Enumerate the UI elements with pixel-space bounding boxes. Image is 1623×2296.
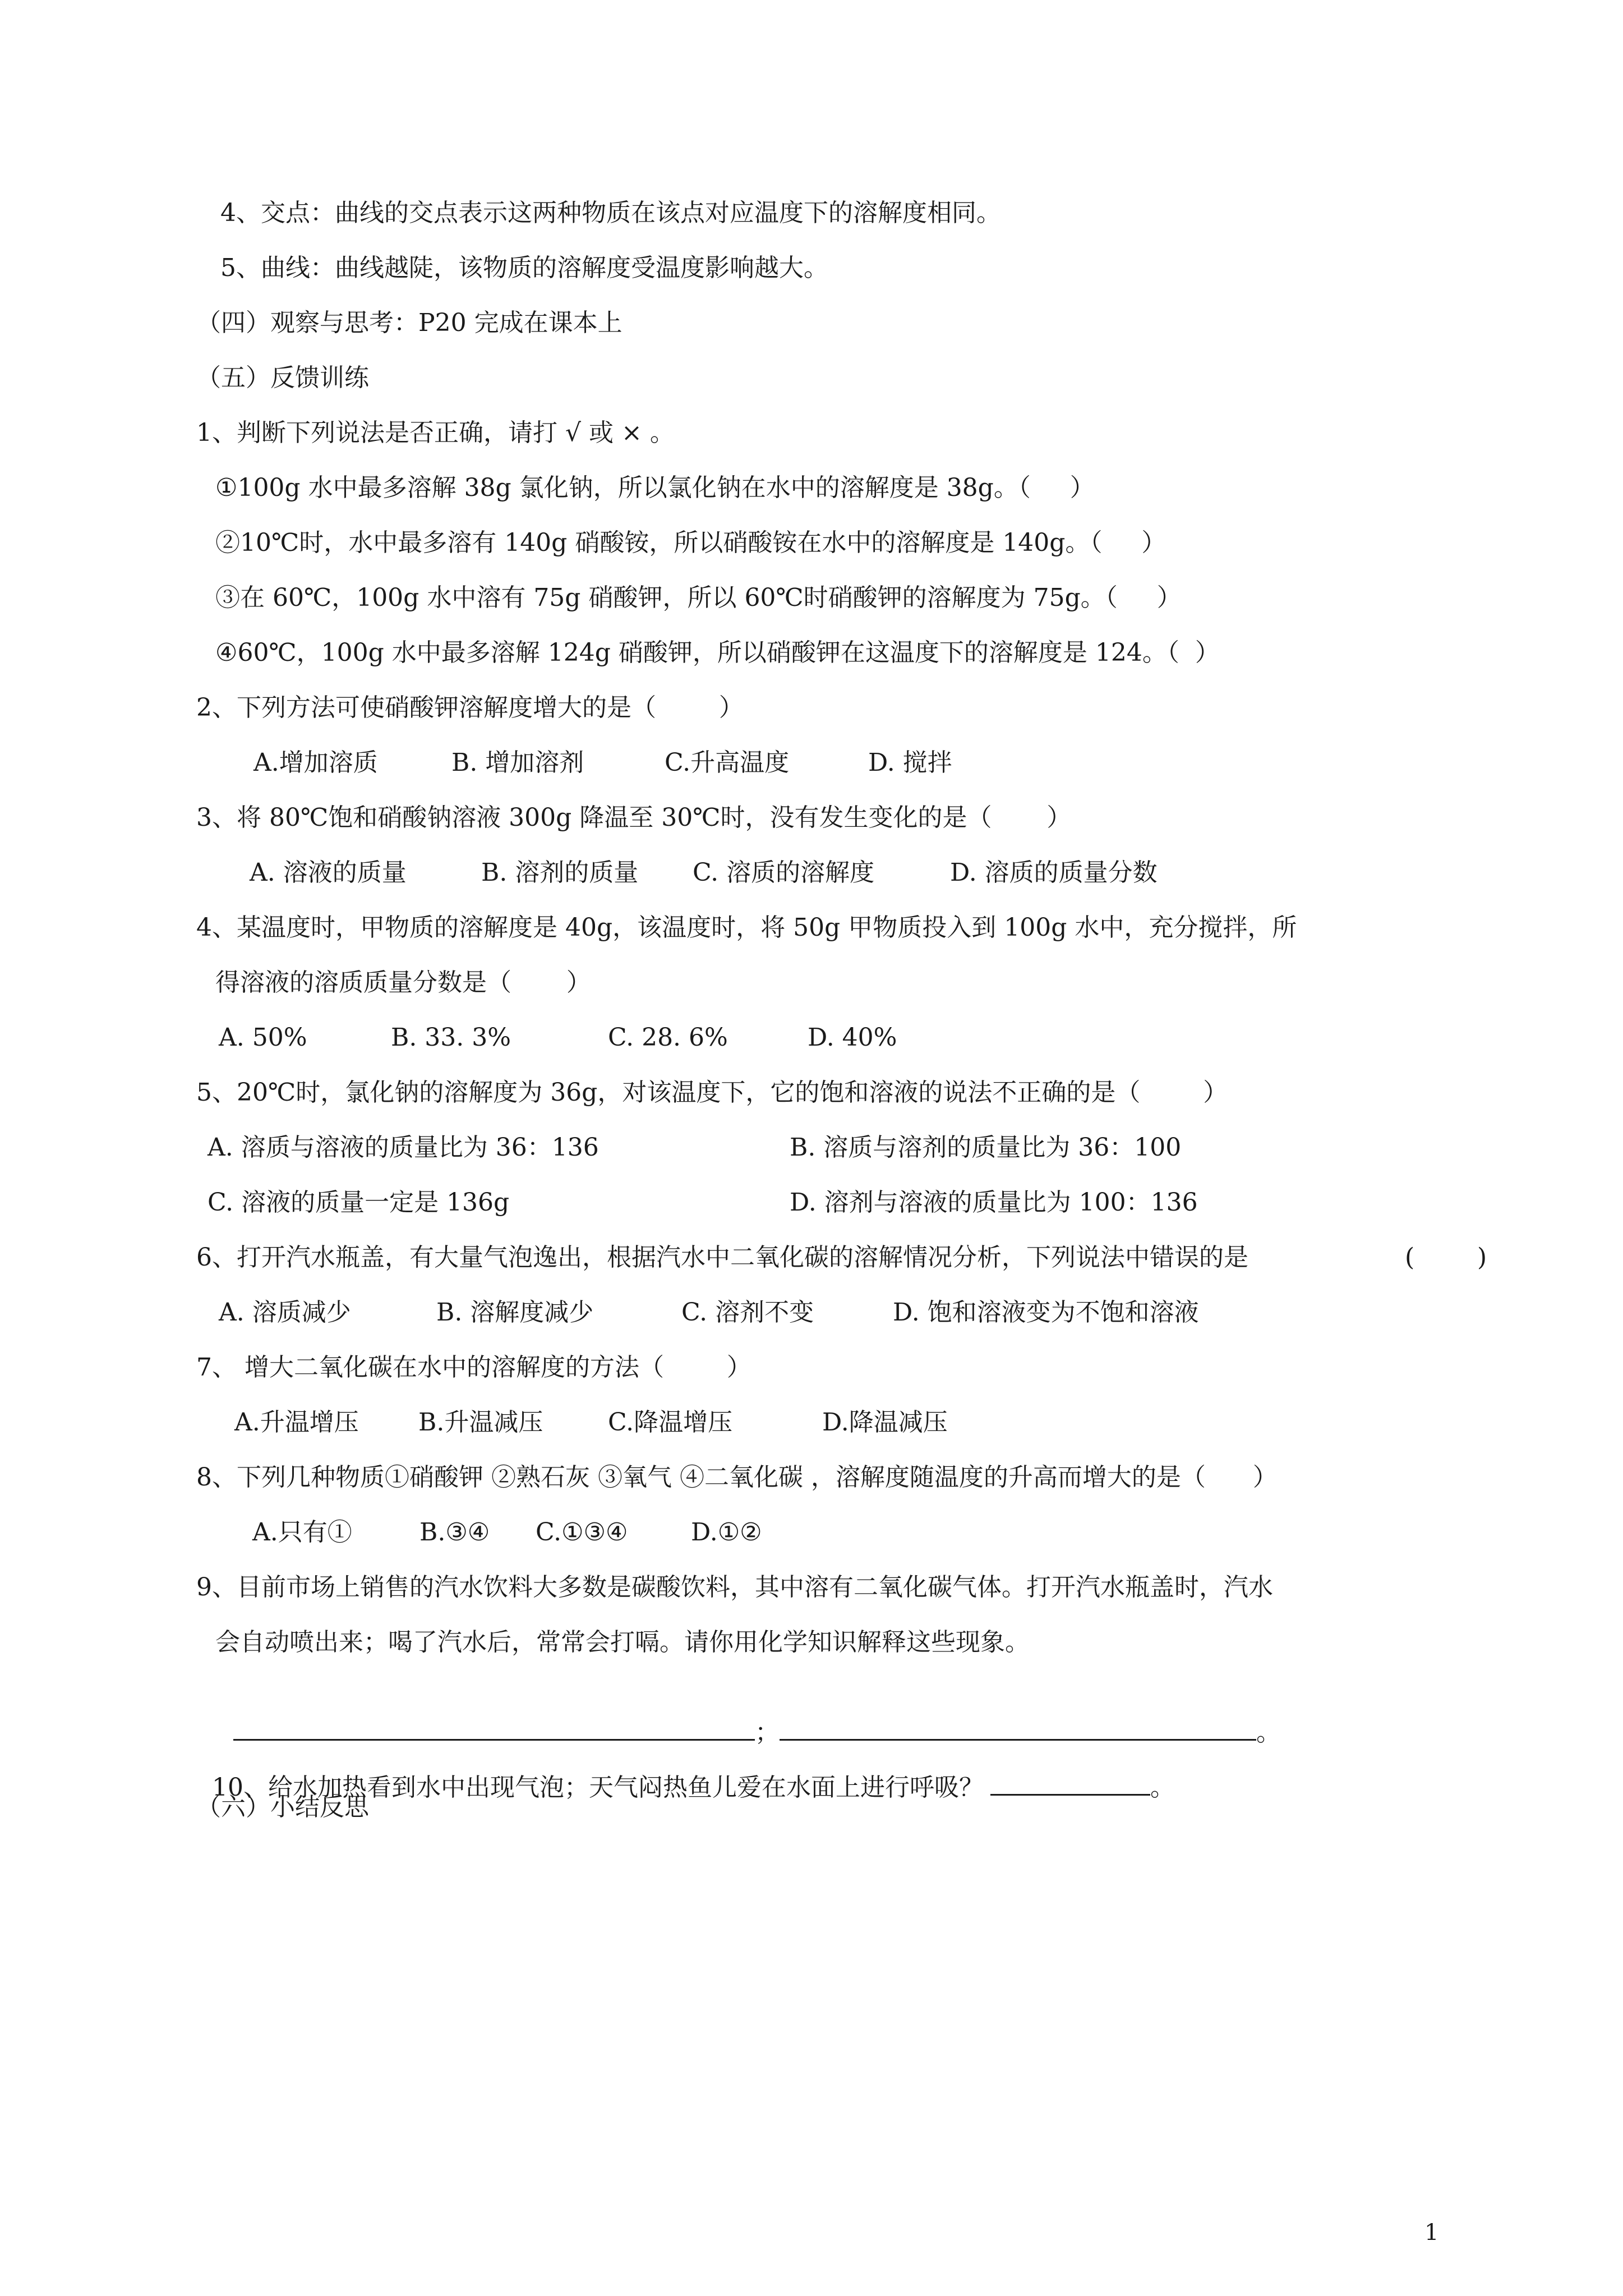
question-1-stem: 1、判断下列说法是否正确，请打 √ 或 × 。 (196, 418, 675, 447)
question-4-option-d: D. 40% (808, 1023, 897, 1052)
question-9-stem-line-1: 9、目前市场上销售的汽水饮料大多数是碳酸饮料，其中溶有二氧化碳气体。打开汽水瓶盖时，汽水 (196, 1573, 1273, 1602)
question-6-option-d: D. 饱和溶液变为不饱和溶液 (893, 1298, 1199, 1327)
question-5-option-b: B. 溶质与溶剂的质量比为 36：100 (790, 1133, 1182, 1162)
heading-summary-reflection: （六）小结反思 (196, 1793, 369, 1821)
question-3-stem: 3、将 80℃饱和硝酸钠溶液 300g 降温至 30℃时，没有发生变化的是（ ） (196, 803, 1072, 832)
question-3-option-a: A. 溶液的质量 (250, 858, 407, 887)
question-8-option-c: C.①③④ (536, 1518, 628, 1547)
question-1-item-3: ③在 60℃，100g 水中溶有 75g 硝酸钾，所以 60℃时硝酸钾的溶解度为 75g。（ ） (215, 583, 1182, 612)
question-5-option-a: A. 溶质与溶液的质量比为 36：136 (208, 1133, 599, 1162)
question-8-option-d: D.①② (691, 1518, 762, 1547)
section-5-curve: 5、曲线：曲线越陡，该物质的溶解度受温度影响越大。 (220, 254, 828, 282)
page-number: 1 (1424, 2220, 1439, 2246)
question-7-option-d: D.降温减压 (822, 1408, 948, 1437)
question-2-option-a: A.增加溶质 (253, 748, 378, 777)
question-2-option-b: B. 增加溶剂 (451, 748, 584, 777)
question-4-option-a: A. 50% (219, 1023, 307, 1052)
question-5-option-c: C. 溶液的质量一定是 136g (208, 1188, 510, 1217)
question-2-stem: 2、下列方法可使硝酸钾溶解度增大的是（ ） (196, 693, 744, 722)
question-10-answer-blank[interactable] (990, 1769, 1150, 1796)
question-4-stem-line-2: 得溶液的溶质质量分数是（ ） (215, 968, 591, 997)
question-3-option-b: B. 溶剂的质量 (481, 858, 639, 887)
question-6-stem: 6、打开汽水瓶盖，有大量气泡逸出，根据汽水中二氧化碳的溶解情况分析，下列说法中错误的是 (196, 1243, 1248, 1272)
question-4-option-c: C. 28. 6% (608, 1023, 728, 1052)
question-10-end-mark: 。 (1150, 1773, 1175, 1802)
question-4-stem-line-1: 4、某温度时，甲物质的溶解度是 40g，该温度时，将 50g 甲物质投入到 100g 水中，充分搅拌，所 (196, 913, 1297, 942)
question-9-end-mark: 。 (1256, 1718, 1281, 1747)
question-1-item-2: ②10℃时，水中最多溶有 140g 硝酸铵，所以硝酸铵在水中的溶解度是 140g。（ ） (215, 528, 1166, 557)
question-1-item-1: ①100g 水中最多溶解 38g 氯化钠，所以氯化钠在水中的溶解度是 38g。（ ） (215, 473, 1095, 502)
question-2-option-d: D. 搅拌 (868, 748, 952, 777)
question-4-option-b: B. 33. 3% (391, 1023, 511, 1052)
question-10-stem: 10、给水加热看到水中出现气泡；天气闷热鱼儿爱在水面上进行呼吸？ (211, 1773, 984, 1802)
question-6-option-c: C. 溶剂不变 (681, 1298, 814, 1327)
question-2-option-c: C.升高温度 (665, 748, 790, 777)
question-8-option-a: A.只有① (252, 1518, 352, 1547)
question-1-item-4: ④60℃，100g 水中最多溶解 124g 硝酸钾，所以硝酸钾在这温度下的溶解度是 124。（ ） (215, 638, 1220, 667)
question-7-option-a: A.升温增压 (234, 1408, 359, 1437)
question-5-option-d: D. 溶剂与溶液的质量比为 100：136 (790, 1188, 1198, 1217)
question-8-stem: 8、下列几种物质①硝酸钾 ②熟石灰 ③氧气 ④二氧化碳 ，溶解度随温度的升高而增大的是（ ） (196, 1463, 1278, 1492)
question-7-stem: 7、 增大二氧化碳在水中的溶解度的方法（ ） (196, 1353, 751, 1382)
question-3-option-d: D. 溶质的质量分数 (950, 858, 1158, 887)
question-7-option-b: B.升温减压 (418, 1408, 543, 1437)
question-9-stem-line-2: 会自动喷出来；喝了汽水后，常常会打嗝。请你用化学知识解释这些现象。 (215, 1628, 1030, 1657)
question-3-option-c: C. 溶质的溶解度 (693, 858, 875, 887)
heading-feedback-training: （五）反馈训练 (196, 364, 369, 392)
question-7-option-c: C.降温增压 (608, 1408, 733, 1437)
question-9-separator: ； (754, 1718, 780, 1747)
question-6-answer-paren: ( ) (1405, 1243, 1487, 1272)
question-8-option-b: B.③④ (419, 1518, 490, 1547)
section-4-intersection: 4、交点：曲线的交点表示这两种物质在该点对应温度下的溶解度相同。 (220, 199, 1001, 227)
question-6-option-b: B. 溶解度减少 (436, 1298, 594, 1327)
question-6-option-a: A. 溶质减少 (219, 1298, 351, 1327)
question-5-stem: 5、20℃时，氯化钠的溶解度为 36g，对该温度下，它的饱和溶液的说法不正确的是（ ） (196, 1078, 1228, 1107)
heading-observe-think: （四）观察与思考：P20 完成在课本上 (196, 309, 623, 337)
